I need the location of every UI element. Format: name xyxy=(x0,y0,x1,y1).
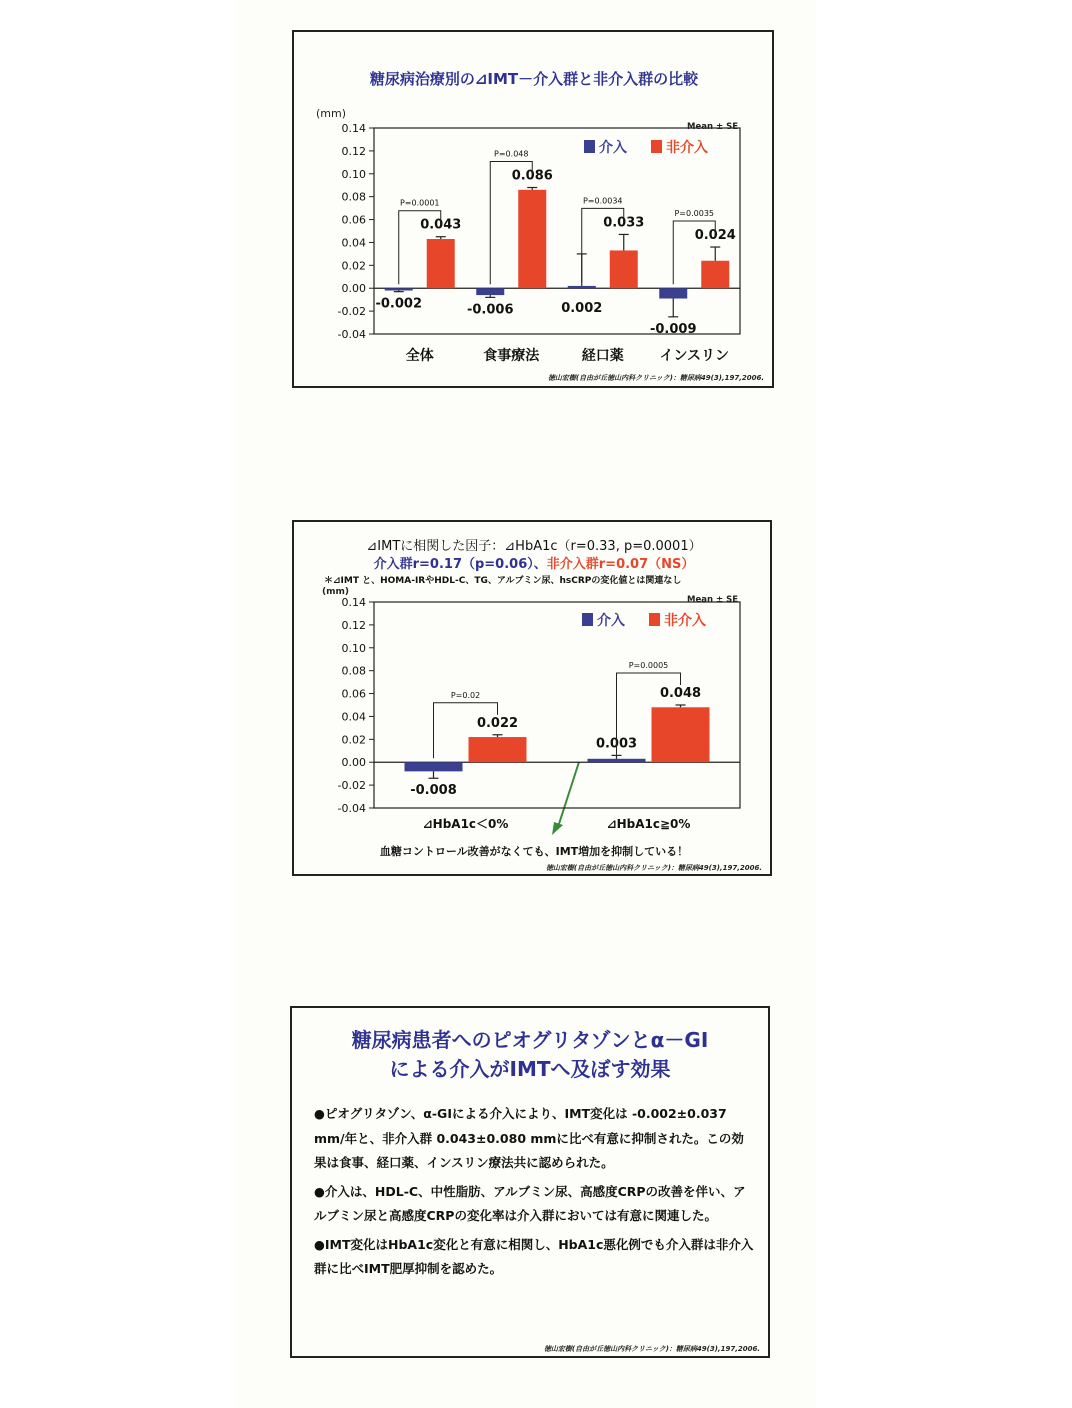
bar-intervention xyxy=(659,288,687,298)
bar-intervention xyxy=(385,288,413,290)
summary-bullet-1: ●ピオグリタゾン、α-GIによる介入により、IMT変化は -0.002±0.037 mm/年と、非介入群 0.043±0.080 mmに比べ有意に抑制された。この効果は食事、経口薬、インスリン療法共に認められた。 xyxy=(314,1106,744,1170)
summary-bullet-3: ●IMT変化はHbA1c変化と有意に相関し、HbA1c悪化例でも介入群は非介入群に比べIMT肥厚抑制を認めた。 xyxy=(314,1236,754,1276)
y-tick-label: 0.02 xyxy=(341,259,366,273)
summary-bullet-2: ●介入は、HDL-C、中性脂肪、アルブミン尿、高感度CRPの改善を伴い、アルブミン尿と高感度CRPの変化率は介入群においては有意に関連した。 xyxy=(314,1183,746,1223)
legend-swatch-intervention xyxy=(584,140,595,153)
bar-intervention xyxy=(588,759,646,762)
legend2-label-non-intervention: 非介入 xyxy=(664,613,706,629)
data-label: 0.022 xyxy=(476,715,519,731)
chart-panel-treatment xyxy=(292,30,774,388)
y-tick-label: 0.14 xyxy=(341,596,366,609)
data-label: 0.086 xyxy=(511,168,553,184)
category-label: 食事療法 xyxy=(483,348,540,364)
chart2-stat: Mean ± SE xyxy=(687,595,738,605)
chart-treatment-svg xyxy=(294,32,776,390)
summary-title xyxy=(292,1026,768,1084)
y-tick-label: 0.08 xyxy=(341,190,366,204)
category-label: 全体 xyxy=(405,348,434,364)
y-tick-label: 0.14 xyxy=(341,122,366,135)
p-value-label: P=0.02 xyxy=(450,690,481,700)
summary-bullets xyxy=(314,1102,754,1286)
data-label: -0.002 xyxy=(375,296,423,312)
category-label: ⊿HbA1c≧0% xyxy=(606,817,691,831)
y-tick-label: 0.04 xyxy=(341,710,366,724)
data-label: 0.033 xyxy=(603,215,645,231)
legend2-swatch-non-intervention xyxy=(649,613,660,626)
y-tick-label: -0.04 xyxy=(337,802,366,815)
chart2-unit: (mm) xyxy=(322,587,349,597)
data-label: 0.003 xyxy=(595,736,638,752)
y-tick-label: -0.02 xyxy=(337,305,366,319)
chart1-unit: (mm) xyxy=(316,107,347,120)
category-label: インスリン xyxy=(659,348,730,364)
summary-citation: 徳山宏樹(自由が丘徳山内科クリニック)：糖尿病49(3),197,2006. xyxy=(543,1345,760,1353)
legend2-swatch-intervention xyxy=(582,613,593,626)
data-label: -0.006 xyxy=(466,302,514,318)
p-value-label: P=0.0001 xyxy=(399,198,440,208)
bar-non-intervention xyxy=(427,239,455,288)
chart-hba1c-svg xyxy=(294,522,774,878)
data-label: 0.043 xyxy=(420,217,462,233)
chart1-stat: Mean ± SE xyxy=(687,122,738,132)
bar-non-intervention xyxy=(652,707,710,762)
bar-non-intervention xyxy=(518,190,546,288)
chart1-citation: 徳山宏樹(自由が丘徳山内科クリニック)：糖尿病49(3),197,2006. xyxy=(547,374,764,382)
chart2-title-line2 xyxy=(374,556,695,572)
chart2-title-line1: ⊿IMTに相関した因子：⊿HbA1c（r=0.33, p=0.0001） xyxy=(366,539,702,554)
data-label: -0.009 xyxy=(649,321,697,337)
bar-intervention xyxy=(568,286,596,288)
data-label: -0.008 xyxy=(410,783,457,799)
category-label: 経口薬 xyxy=(581,348,624,364)
chart1-title: 糖尿病治療別の⊿IMT－介入群と非介入群の比較 xyxy=(369,70,699,88)
chart2-title-line2-intervention: 介入群r=0.17（p=0.06）、 xyxy=(373,557,547,572)
y-tick-label: 0.12 xyxy=(341,144,366,158)
chart2-title-line2-non-intervention: 非介入群r=0.07（NS） xyxy=(546,557,695,572)
annotation-arrow-head xyxy=(552,822,563,835)
p-value-label: P=0.0005 xyxy=(628,661,669,670)
p-value-label: P=0.0035 xyxy=(674,209,715,219)
chart-panel-hba1c xyxy=(292,520,772,876)
bar-intervention xyxy=(405,762,463,771)
y-tick-label: 0.02 xyxy=(341,733,366,747)
legend2-label-intervention: 介入 xyxy=(597,613,625,629)
category-label: ⊿HbA1c＜0% xyxy=(422,817,509,831)
bar-non-intervention xyxy=(701,261,729,288)
y-tick-label: 0.10 xyxy=(341,641,366,655)
chart2-citation: 徳山宏樹(自由が丘徳山内科クリニック)：糖尿病49(3),197,2006. xyxy=(545,864,762,872)
legend-swatch-non-intervention xyxy=(651,140,662,153)
chart2-caption: 血糖コントロール改善がなくても、IMT増加を抑制している！ xyxy=(379,845,689,858)
chart2-note: ＊⊿IMT と、HOMA-IRやHDL-C、TG、アルブミン尿、hsCRPの変化値とは関連なし xyxy=(324,576,682,586)
bar-non-intervention xyxy=(469,737,527,762)
annotation-arrow-line xyxy=(558,762,579,827)
summary-panel xyxy=(290,1006,770,1358)
legend-label-intervention: 介入 xyxy=(599,140,627,156)
bar-non-intervention xyxy=(610,250,638,288)
data-label: 0.002 xyxy=(561,301,603,317)
y-tick-label: 0.08 xyxy=(341,664,366,678)
legend-label-non-intervention: 非介入 xyxy=(666,140,708,156)
y-tick-label: 0.00 xyxy=(341,756,366,770)
y-tick-label: -0.04 xyxy=(337,328,366,341)
p-value-label: P=0.048 xyxy=(494,149,529,159)
y-tick-label: 0.00 xyxy=(341,282,366,296)
y-tick-label: -0.02 xyxy=(337,779,366,793)
bar-intervention xyxy=(476,288,504,295)
p-value-label: P=0.0034 xyxy=(582,196,623,206)
y-tick-label: 0.06 xyxy=(341,213,366,227)
y-tick-label: 0.04 xyxy=(341,236,366,250)
y-tick-label: 0.06 xyxy=(341,687,366,701)
data-label: 0.024 xyxy=(694,228,736,244)
data-label: 0.048 xyxy=(659,686,702,701)
summary-title-line2: による介入がIMTへ及ぼす効果 xyxy=(389,1057,671,1081)
y-tick-label: 0.12 xyxy=(341,618,366,632)
summary-title-line1: 糖尿病患者へのピオグリタゾンとα－GI xyxy=(351,1028,709,1052)
y-tick-label: 0.10 xyxy=(341,167,366,181)
